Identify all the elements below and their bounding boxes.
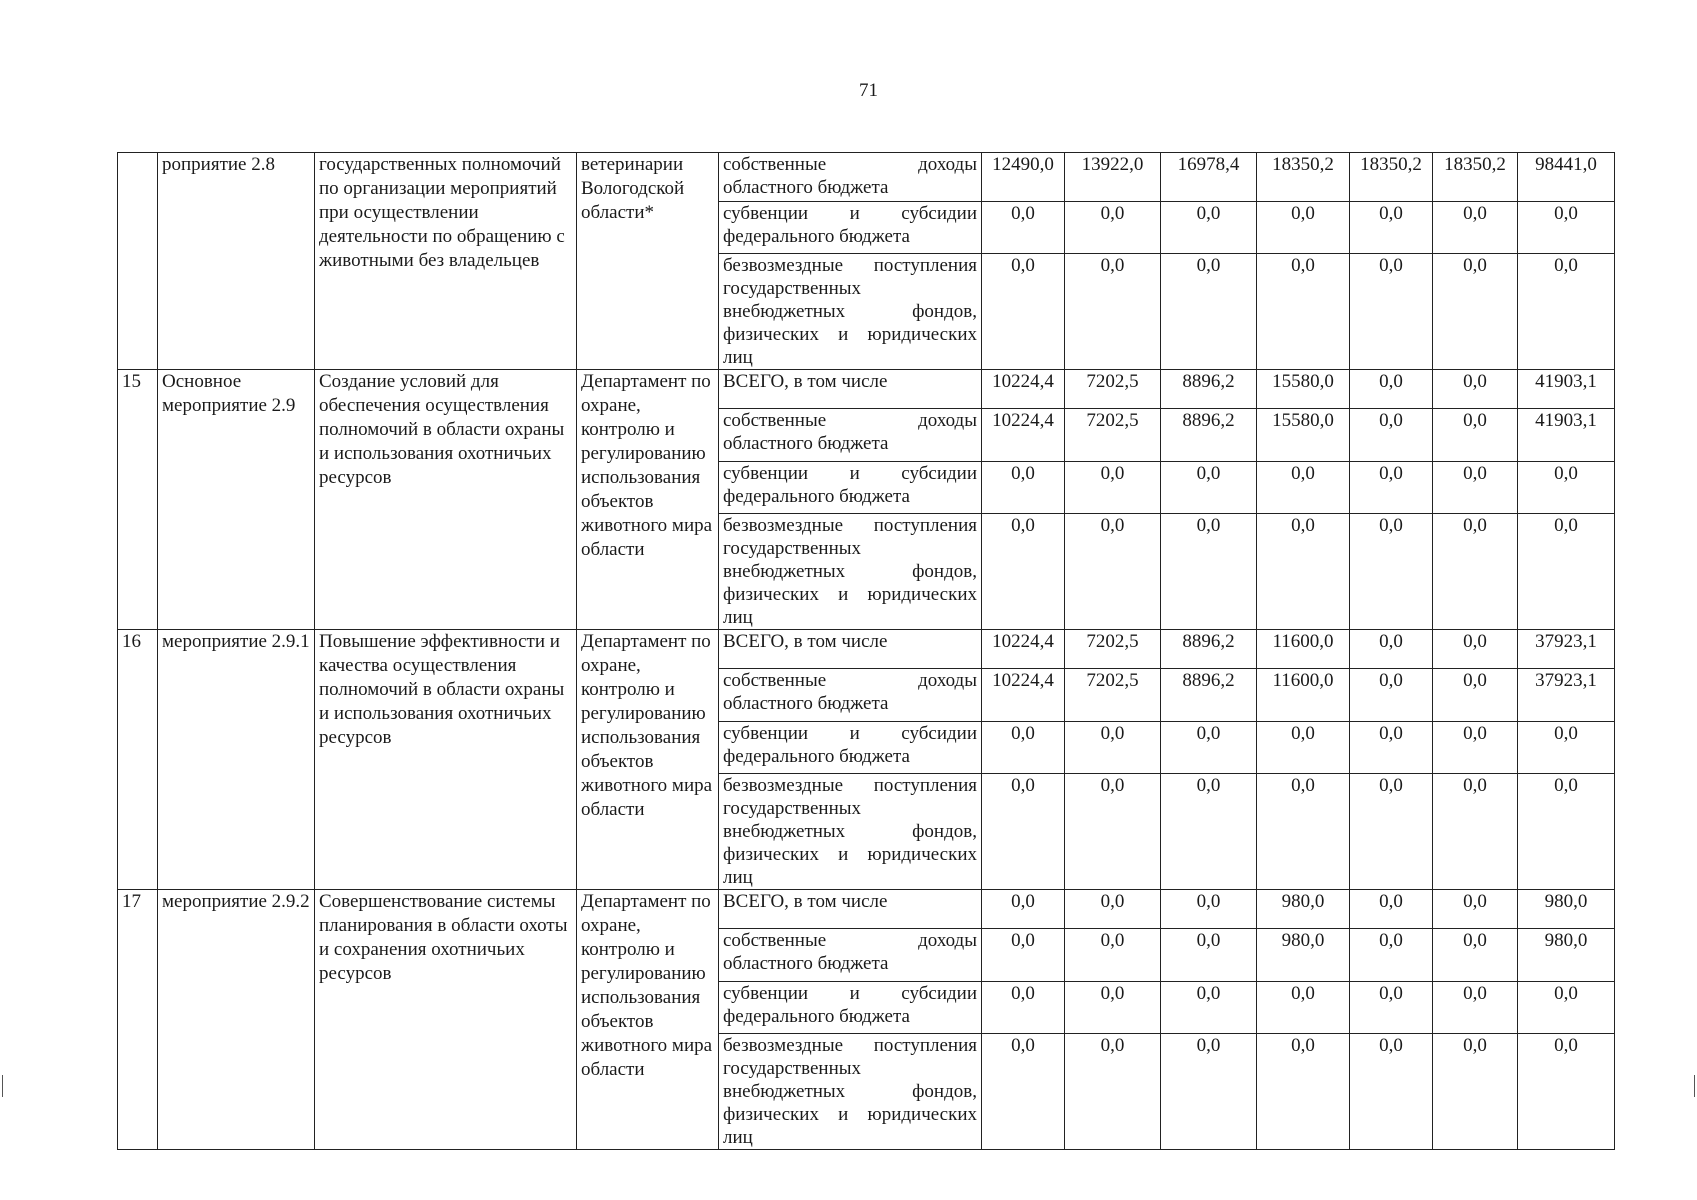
amount-cell: 18350,2 xyxy=(1257,153,1350,202)
funding-source: безвозмездные поступления государственных внебюджетных фондов, физических и юридических лиц xyxy=(719,1034,982,1150)
funding-source: собственные доходы областного бюджета xyxy=(719,409,982,462)
amount-cell: 0,0 xyxy=(1161,890,1257,929)
amount-cell: 0,0 xyxy=(1257,254,1350,370)
amount-cell: 0,0 xyxy=(1161,1034,1257,1150)
amount-cell: 0,0 xyxy=(1350,202,1433,254)
amount-cell: 0,0 xyxy=(1433,1034,1518,1150)
amount-cell: 0,0 xyxy=(1518,982,1615,1034)
amount-cell: 0,0 xyxy=(1350,370,1433,409)
funding-source: безвозмездные поступления государственных внебюджетных фондов, физических и юридических лиц xyxy=(719,774,982,890)
amount-cell: 0,0 xyxy=(1161,202,1257,254)
row-index: 15 xyxy=(118,370,158,630)
amount-cell: 0,0 xyxy=(1065,1034,1161,1150)
amount-cell: 0,0 xyxy=(1350,409,1433,462)
table-row xyxy=(118,153,1615,202)
amount-cell: 0,0 xyxy=(1161,254,1257,370)
margin-tick-right xyxy=(1694,1075,1695,1097)
amount-cell: 0,0 xyxy=(1350,669,1433,722)
amount-cell: 0,0 xyxy=(982,890,1065,929)
event-name: Повышение эффективности и качества осуществления полномочий в области охраны и использования охотничьих ресурсов xyxy=(315,630,577,890)
amount-cell: 0,0 xyxy=(982,929,1065,982)
table-row xyxy=(118,630,1615,669)
amount-cell: 0,0 xyxy=(1433,890,1518,929)
amount-cell: 0,0 xyxy=(1433,982,1518,1034)
event-code: мероприятие 2.9.2 xyxy=(158,890,315,1150)
row-index xyxy=(118,153,158,370)
amount-cell: 0,0 xyxy=(1433,722,1518,774)
amount-cell: 980,0 xyxy=(1518,890,1615,929)
amount-cell: 980,0 xyxy=(1257,890,1350,929)
amount-cell: 0,0 xyxy=(1433,254,1518,370)
amount-cell: 11600,0 xyxy=(1257,630,1350,669)
event-name: государственных полномочий по организации мероприятий при осуществлении деятельности по обращению с животными без владельцев xyxy=(315,153,577,370)
amount-cell: 7202,5 xyxy=(1065,630,1161,669)
amount-cell: 0,0 xyxy=(1257,774,1350,890)
executor: Департамент по охране, контролю и регулированию использования объектов животного мира области xyxy=(577,630,719,890)
amount-cell: 0,0 xyxy=(1065,202,1161,254)
amount-cell: 0,0 xyxy=(1257,462,1350,514)
amount-cell: 0,0 xyxy=(1065,254,1161,370)
funding-source: субвенции и субсидии федерального бюджета xyxy=(719,722,982,774)
amount-cell: 0,0 xyxy=(1433,669,1518,722)
amount-cell: 7202,5 xyxy=(1065,669,1161,722)
amount-cell: 15580,0 xyxy=(1257,370,1350,409)
amount-cell: 0,0 xyxy=(1518,514,1615,630)
amount-cell: 0,0 xyxy=(1433,462,1518,514)
table-row xyxy=(118,890,1615,929)
amount-cell: 0,0 xyxy=(1161,462,1257,514)
row-index: 16 xyxy=(118,630,158,890)
amount-cell: 0,0 xyxy=(982,1034,1065,1150)
funding-source: ВСЕГО, в том числе xyxy=(719,370,982,409)
amount-cell: 0,0 xyxy=(1350,890,1433,929)
amount-cell: 8896,2 xyxy=(1161,370,1257,409)
event-code: роприятие 2.8 xyxy=(158,153,315,370)
funding-source: субвенции и субсидии федерального бюджета xyxy=(719,982,982,1034)
page-number: 71 xyxy=(859,80,878,101)
funding-source: собственные доходы областного бюджета xyxy=(719,669,982,722)
amount-cell: 0,0 xyxy=(1161,929,1257,982)
amount-cell: 0,0 xyxy=(1350,630,1433,669)
amount-cell: 37923,1 xyxy=(1518,630,1615,669)
executor: Департамент по охране, контролю и регулированию использования объектов животного мира области xyxy=(577,890,719,1150)
amount-cell: 13922,0 xyxy=(1065,153,1161,202)
amount-cell: 8896,2 xyxy=(1161,669,1257,722)
amount-cell: 0,0 xyxy=(1518,254,1615,370)
margin-tick-left xyxy=(2,1075,3,1097)
amount-cell: 0,0 xyxy=(1257,722,1350,774)
amount-cell: 0,0 xyxy=(1433,202,1518,254)
amount-cell: 0,0 xyxy=(1257,202,1350,254)
amount-cell: 980,0 xyxy=(1518,929,1615,982)
amount-cell: 0,0 xyxy=(1350,722,1433,774)
amount-cell: 0,0 xyxy=(1065,514,1161,630)
amount-cell: 0,0 xyxy=(1065,890,1161,929)
amount-cell: 0,0 xyxy=(1350,774,1433,890)
amount-cell: 10224,4 xyxy=(982,669,1065,722)
amount-cell: 0,0 xyxy=(1433,929,1518,982)
amount-cell: 41903,1 xyxy=(1518,409,1615,462)
amount-cell: 0,0 xyxy=(1065,929,1161,982)
amount-cell: 0,0 xyxy=(1257,514,1350,630)
amount-cell: 0,0 xyxy=(982,722,1065,774)
table-row xyxy=(118,370,1615,409)
amount-cell: 16978,4 xyxy=(1161,153,1257,202)
amount-cell: 18350,2 xyxy=(1350,153,1433,202)
amount-cell: 0,0 xyxy=(1161,982,1257,1034)
amount-cell: 980,0 xyxy=(1257,929,1350,982)
amount-cell: 0,0 xyxy=(1350,982,1433,1034)
amount-cell: 0,0 xyxy=(982,462,1065,514)
amount-cell: 0,0 xyxy=(982,514,1065,630)
amount-cell: 0,0 xyxy=(1518,202,1615,254)
amount-cell: 0,0 xyxy=(1257,1034,1350,1150)
amount-cell: 0,0 xyxy=(1065,462,1161,514)
amount-cell: 41903,1 xyxy=(1518,370,1615,409)
budget-table xyxy=(117,152,1615,1150)
funding-source: собственные доходы областного бюджета xyxy=(719,929,982,982)
executor: Департамент по охране, контролю и регулированию использования объектов животного мира области xyxy=(577,370,719,630)
amount-cell: 0,0 xyxy=(1433,409,1518,462)
amount-cell: 11600,0 xyxy=(1257,669,1350,722)
amount-cell: 7202,5 xyxy=(1065,409,1161,462)
amount-cell: 7202,5 xyxy=(1065,370,1161,409)
event-name: Совершенствование системы планирования в области охоты и сохранения охотничьих ресурсов xyxy=(315,890,577,1150)
amount-cell: 0,0 xyxy=(982,982,1065,1034)
amount-cell: 0,0 xyxy=(982,254,1065,370)
event-name: Создание условий для обеспечения осуществления полномочий в области охраны и использования охотничьих ресурсов xyxy=(315,370,577,630)
event-code: мероприятие 2.9.1 xyxy=(158,630,315,890)
amount-cell: 0,0 xyxy=(1518,1034,1615,1150)
amount-cell: 12490,0 xyxy=(982,153,1065,202)
amount-cell: 0,0 xyxy=(1433,774,1518,890)
amount-cell: 0,0 xyxy=(1065,774,1161,890)
amount-cell: 0,0 xyxy=(1518,722,1615,774)
executor: ветеринарии Вологодской области* xyxy=(577,153,719,370)
amount-cell: 0,0 xyxy=(1257,982,1350,1034)
amount-cell: 10224,4 xyxy=(982,409,1065,462)
amount-cell: 0,0 xyxy=(1350,462,1433,514)
funding-source: субвенции и субсидии федерального бюджета xyxy=(719,462,982,514)
amount-cell: 0,0 xyxy=(1065,722,1161,774)
amount-cell: 37923,1 xyxy=(1518,669,1615,722)
amount-cell: 10224,4 xyxy=(982,630,1065,669)
amount-cell: 0,0 xyxy=(1065,982,1161,1034)
funding-source: субвенции и субсидии федерального бюджета xyxy=(719,202,982,254)
amount-cell: 8896,2 xyxy=(1161,630,1257,669)
funding-source: безвозмездные поступления государственных внебюджетных фондов, физических и юридических лиц xyxy=(719,254,982,370)
amount-cell: 8896,2 xyxy=(1161,409,1257,462)
amount-cell: 18350,2 xyxy=(1433,153,1518,202)
amount-cell: 0,0 xyxy=(1518,774,1615,890)
amount-cell: 15580,0 xyxy=(1257,409,1350,462)
amount-cell: 0,0 xyxy=(1433,514,1518,630)
amount-cell: 0,0 xyxy=(1161,722,1257,774)
amount-cell: 0,0 xyxy=(1433,370,1518,409)
amount-cell: 0,0 xyxy=(1350,929,1433,982)
amount-cell: 0,0 xyxy=(1518,462,1615,514)
event-code: Основное мероприятие 2.9 xyxy=(158,370,315,630)
amount-cell: 0,0 xyxy=(1433,630,1518,669)
funding-source: безвозмездные поступления государственных внебюджетных фондов, физических и юридических лиц xyxy=(719,514,982,630)
amount-cell: 0,0 xyxy=(982,202,1065,254)
amount-cell: 10224,4 xyxy=(982,370,1065,409)
funding-source: ВСЕГО, в том числе xyxy=(719,890,982,929)
amount-cell: 0,0 xyxy=(1350,254,1433,370)
funding-source: собственные доходы областного бюджета xyxy=(719,153,982,202)
amount-cell: 0,0 xyxy=(1161,774,1257,890)
funding-source: ВСЕГО, в том числе xyxy=(719,630,982,669)
amount-cell: 98441,0 xyxy=(1518,153,1615,202)
row-index: 17 xyxy=(118,890,158,1150)
amount-cell: 0,0 xyxy=(1161,514,1257,630)
amount-cell: 0,0 xyxy=(1350,1034,1433,1150)
amount-cell: 0,0 xyxy=(1350,514,1433,630)
amount-cell: 0,0 xyxy=(982,774,1065,890)
